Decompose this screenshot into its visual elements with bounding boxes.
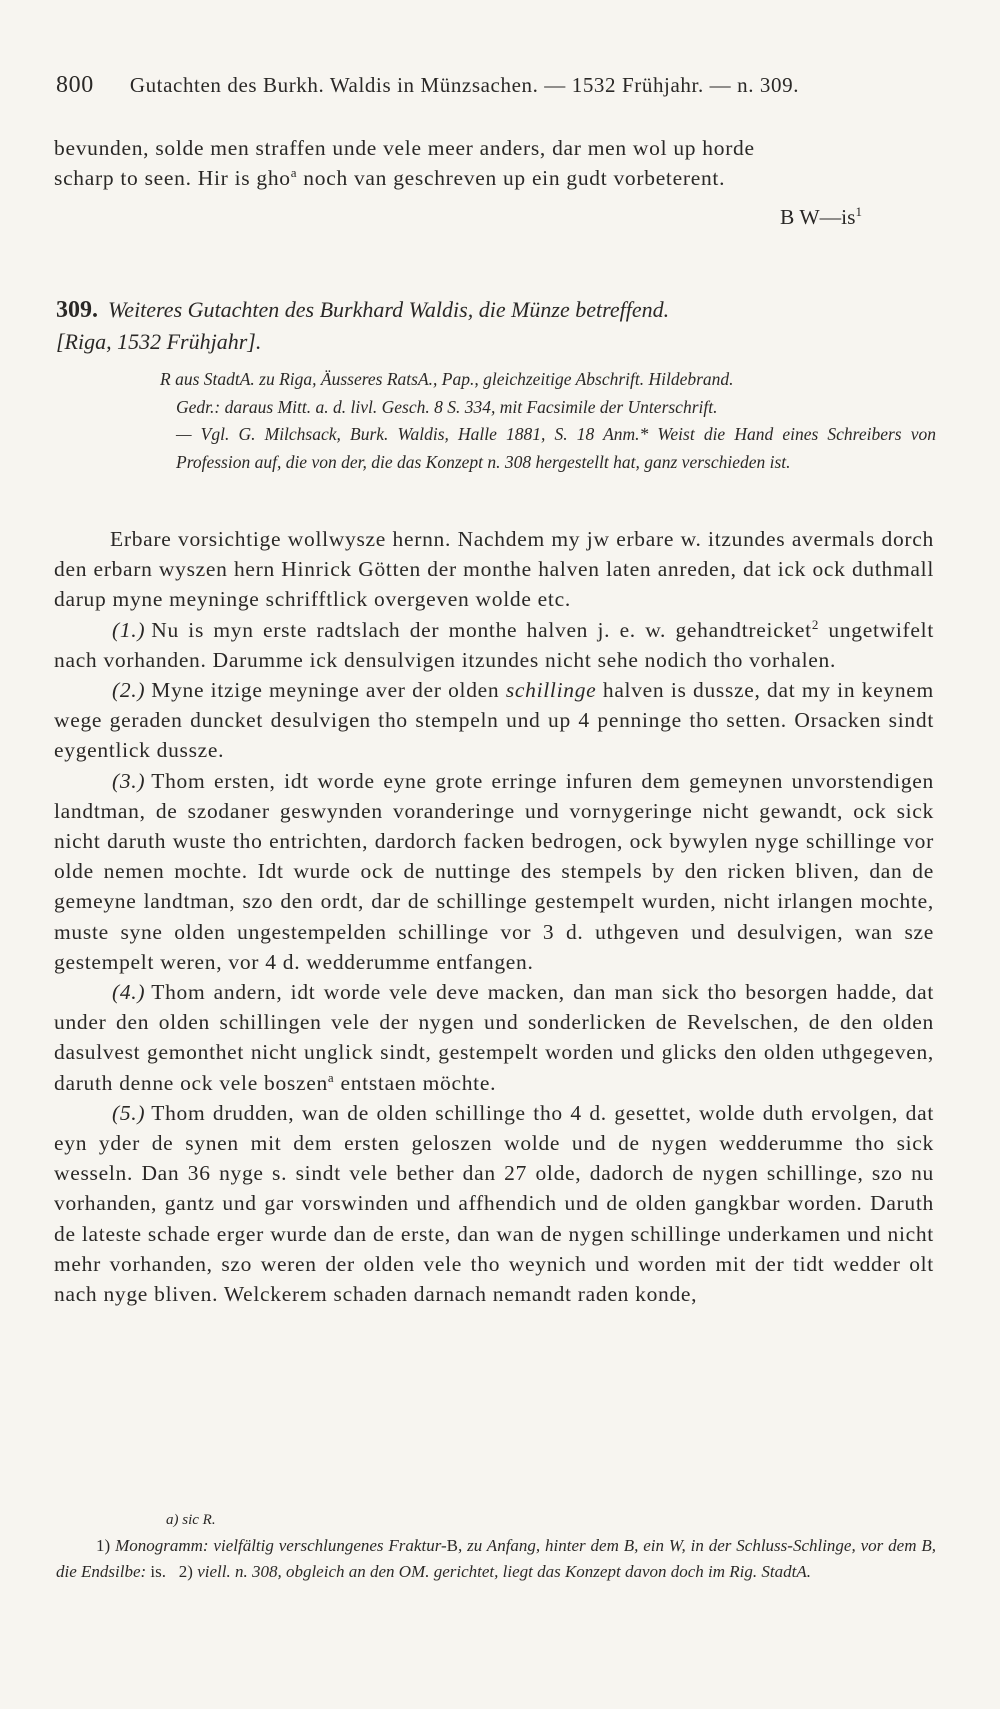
letter-intro: Erbare vorsichtige wollwysze hernn. Nachdem my jw erbare w. itzundes avermals dorch den erbarn wyszen hern Hinrick Götten der monthe halven laten anreden, dat ick ock duthmall darup myne meyninge schrifftlick overgeven wolde etc. bbox=[54, 527, 934, 612]
paragraph-1: (1.) Nu is myn erste radtslach der monthe halven j. e. w. gehandtreicket$^2$ ungetwifelt nach vorhanden. Darumme ick densulvigen itzundes nicht sehe nodich tho vorhalen. bbox=[54, 616, 934, 672]
place-date: [Riga, 1532 Frühjahr]. bbox=[56, 329, 262, 354]
paragraph-5: (5.) Thom drudden, wan de olden schillinge tho 4 d. gesettet, wolde duth ervolgen, dat eyn yder de synen mit dem ersten geloszen wolde und de nygen wedderumme tho sick wesseln. Dan 36 nyge s. sindt vele bether dan 27 olde, dadorch de nygen schillinge, szo nu vorhanden, gantz und gar vorswinden und affhendich und de olden gangkbar worden. Daruth de lateste schade erger wurde dan de erste, dan wan de nygen schillinge underkamen und nicht mehr vorhanden, szo weren der olden vele tho weynich und worden mit der tidt wedder olt nach nyge bliven. Welckerem schaden darnach nemandt raden konde, bbox=[54, 1100, 934, 1307]
document-title: Weiteres Gutachten des Burkhard Waldis, die Münze betreffend. bbox=[108, 297, 670, 322]
letter-body bbox=[54, 524, 934, 1309]
footnote-a: a) sic R. bbox=[166, 1512, 216, 1528]
paragraph-2: (2.) Myne itzige meyninge aver der olden schillinge halven is dussze, dat my in keynem wege geraden duncket desulvigen tho stempeln und up 4 penninge tho setten. Orsacken sindt eygentlick dussze. bbox=[54, 678, 934, 763]
page-number: 800 bbox=[56, 72, 94, 98]
document-heading bbox=[56, 294, 936, 358]
text-line: bevunden, solde men straffen unde vele meer anders, dar men wol up horde bbox=[54, 136, 755, 160]
footnote-1-2: 1) Monogramm: vielfältig verschlungenes Fraktur-B, zu Anfang, hinter dem B, ein W, in der Schluss-Schlinge, vor dem B, die Endsilbe: is. 2) viell. n. 308, obgleich an den OM. gerichtet, liegt das Konzept davon doch im Rig. StadtA. bbox=[56, 1536, 936, 1581]
paragraph-3: (3.) Thom ersten, idt worde eyne grote erringe infuren dem gemeynen unvorstendigen landtman, de szodaner geswynden voranderinge und vornygeringe nicht gewandt, ock sick nicht daruth wuste tho entrichten, dardorch facken bedrogen, ock bywylen nyge schillinge vor olde nemen mochte. Idt wurde ock de nuttinge des stempels by den ricken bliven, dan de gemeyne landtman, szo den ordt, dar de schillinge gestempelt wurden, nicht irlangen mochte, muste syne olden ungestempelden schillinge vor 3 d. uthgeven und desulvigen, wan sze gestempelt weren, vor 4 d. wedderumme entfangen. bbox=[54, 768, 934, 974]
footnotes bbox=[56, 1507, 936, 1585]
source-line: Gedr.: daraus Mitt. a. d. livl. Gesch. 8 S. 334, mit Facsimile der Unterschrift. bbox=[176, 396, 718, 417]
running-title: Gutachten des Burkh. Waldis in Münzsachen. — 1532 Frühjahr. — n. 309. bbox=[129, 73, 800, 97]
text-line: scharp to seen. Hir is gho$^a$ noch van geschreven up ein gudt vorbeterent. bbox=[54, 164, 726, 190]
document-number: 309. bbox=[56, 297, 98, 323]
running-header bbox=[56, 72, 936, 99]
source-line: — Vgl. G. Milchsack, Burk. Waldis, Halle 1881, S. 18 Anm.* Weist die Hand eines Schreibers von Profession auf, die von der, die das Konzept n. 308 hergestellt hat, ganz verschieden ist. bbox=[176, 424, 936, 472]
previous-document-end bbox=[54, 133, 934, 193]
source-note bbox=[160, 366, 936, 476]
signature: B $W—is^1$ bbox=[780, 203, 862, 229]
paragraph-4: (4.) Thom andern, idt worde vele deve macken, dan man sick tho besorgen hadde, dat under den olden schillingen vele der nygen und sonderlicken de Revelschen, de den olden dasulvest gemonthet nicht unglick sindt, gestempelt worden und glicks den olden uthgegeven, daruth denne ock vele boszen$^a$ entstaen möchte. bbox=[54, 980, 934, 1095]
source-line: R aus StadtA. zu Riga, Äusseres RatsA., Pap., gleichzeitige Abschrift. Hildebrand. bbox=[160, 369, 734, 389]
